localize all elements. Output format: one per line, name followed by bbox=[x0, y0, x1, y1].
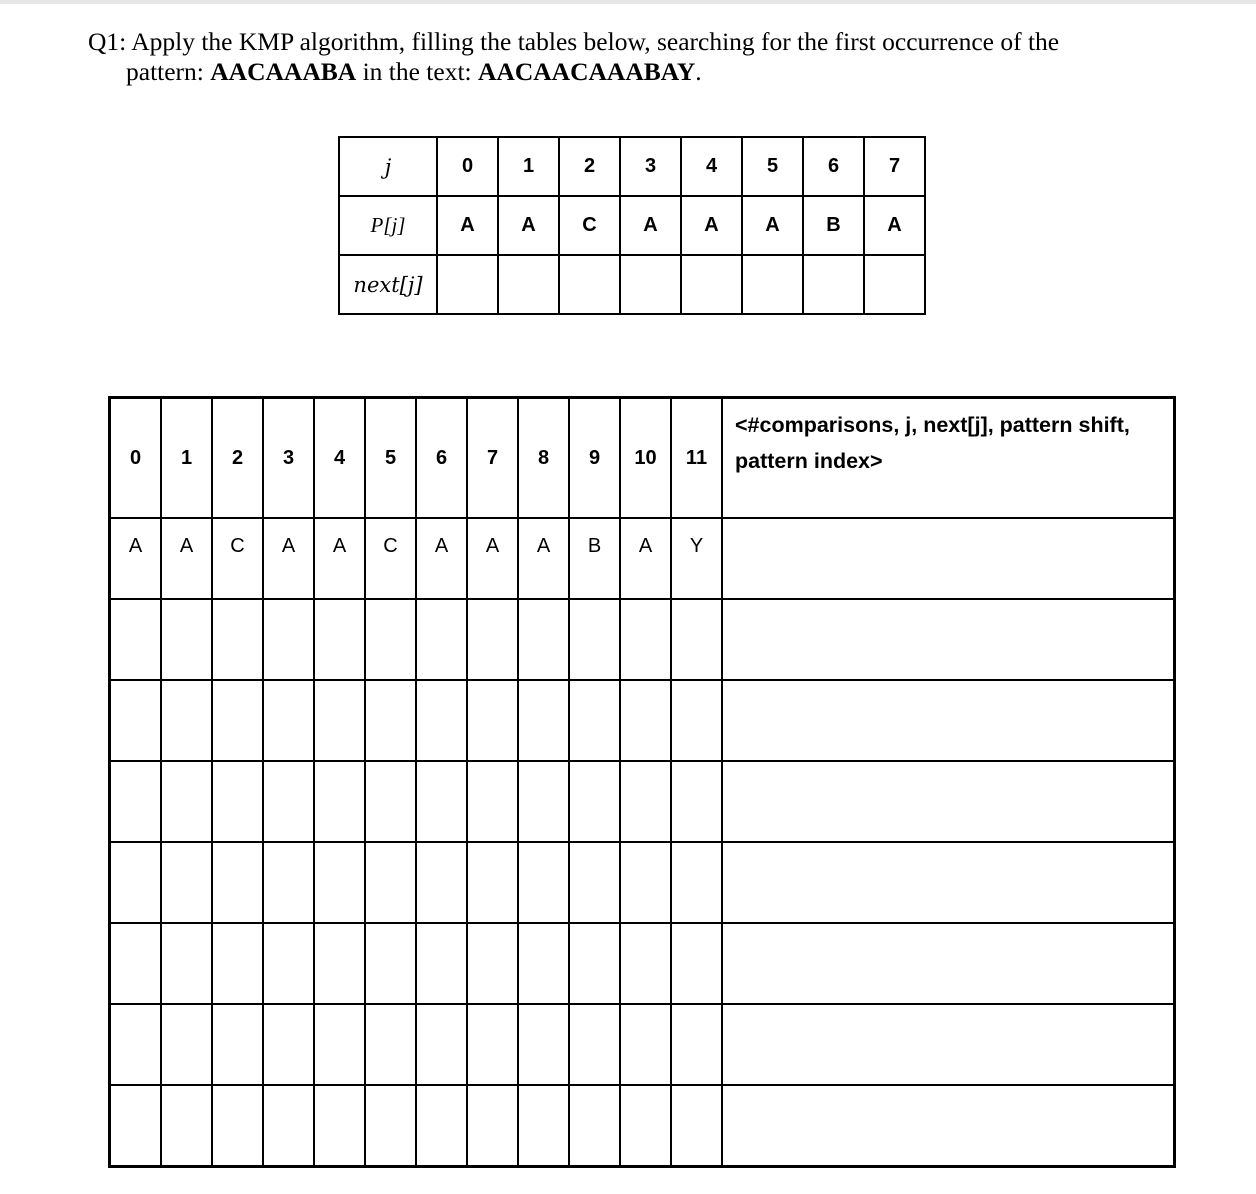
trace-cell[interactable] bbox=[161, 1004, 212, 1085]
pattern-index-cell: 2 bbox=[559, 137, 620, 196]
trace-cell[interactable] bbox=[671, 1004, 722, 1085]
text-char-cell: B bbox=[569, 518, 620, 599]
trace-cell[interactable] bbox=[569, 680, 620, 761]
trace-cell[interactable] bbox=[467, 599, 518, 680]
text-index-cell: 11 bbox=[671, 398, 722, 519]
next-cell[interactable] bbox=[437, 255, 498, 314]
trace-cell[interactable] bbox=[263, 761, 314, 842]
trace-table bbox=[108, 396, 1176, 1168]
text-label: in the text: bbox=[356, 57, 478, 86]
pattern-index-cell: 3 bbox=[620, 137, 681, 196]
question-prefix: Q1: Apply the KMP algorithm, filling the tables below, searching for the first occurrence of the bbox=[88, 27, 1060, 56]
trace-cell[interactable] bbox=[314, 842, 365, 923]
trace-cell[interactable] bbox=[416, 923, 467, 1004]
trace-cell[interactable] bbox=[212, 1004, 263, 1085]
trace-row bbox=[110, 761, 1175, 842]
trace-cell[interactable] bbox=[314, 761, 365, 842]
trace-cell[interactable] bbox=[569, 761, 620, 842]
text-index-cell: 9 bbox=[569, 398, 620, 519]
notes-cell[interactable] bbox=[722, 680, 1175, 761]
trace-cell[interactable] bbox=[110, 923, 162, 1004]
trace-row bbox=[110, 1004, 1175, 1085]
trace-cell[interactable] bbox=[467, 680, 518, 761]
trace-row bbox=[110, 680, 1175, 761]
trace-cell[interactable] bbox=[365, 1085, 416, 1167]
trace-cell[interactable] bbox=[467, 761, 518, 842]
trace-cell[interactable] bbox=[212, 842, 263, 923]
text-char-cell: A bbox=[518, 518, 569, 599]
pattern-char-cell: A bbox=[864, 196, 925, 255]
trace-cell[interactable] bbox=[212, 923, 263, 1004]
trace-cell[interactable] bbox=[314, 923, 365, 1004]
next-cell[interactable] bbox=[620, 255, 681, 314]
trace-cell[interactable] bbox=[416, 680, 467, 761]
text-index-row bbox=[110, 398, 1175, 519]
pattern-label: pattern: bbox=[126, 57, 211, 86]
trace-cell[interactable] bbox=[671, 842, 722, 923]
notes-cell[interactable] bbox=[722, 923, 1175, 1004]
trace-cell[interactable] bbox=[212, 680, 263, 761]
text-index-cell: 7 bbox=[467, 398, 518, 519]
text-index-cell: 6 bbox=[416, 398, 467, 519]
trace-cell[interactable] bbox=[365, 842, 416, 923]
trace-cell[interactable] bbox=[416, 1085, 467, 1167]
trace-cell[interactable] bbox=[365, 680, 416, 761]
trace-cell[interactable] bbox=[620, 599, 671, 680]
pattern-string: AACAAABA bbox=[210, 57, 357, 86]
j-label: j bbox=[339, 137, 437, 196]
trace-cell[interactable] bbox=[671, 1085, 722, 1167]
trace-cell[interactable] bbox=[212, 761, 263, 842]
trace-cell[interactable] bbox=[263, 680, 314, 761]
trace-cell[interactable] bbox=[467, 1004, 518, 1085]
trace-cell[interactable] bbox=[620, 761, 671, 842]
trace-cell[interactable] bbox=[416, 842, 467, 923]
next-row bbox=[339, 255, 925, 314]
next-label: next[j] bbox=[339, 255, 437, 314]
trace-cell[interactable] bbox=[212, 599, 263, 680]
trace-cell[interactable] bbox=[569, 842, 620, 923]
text-char-cell: A bbox=[416, 518, 467, 599]
trace-cell[interactable] bbox=[314, 680, 365, 761]
trace-cell[interactable] bbox=[416, 761, 467, 842]
trace-cell[interactable] bbox=[467, 923, 518, 1004]
trace-cell[interactable] bbox=[314, 599, 365, 680]
pattern-char-cell: A bbox=[742, 196, 803, 255]
text-char-cell: A bbox=[110, 518, 162, 599]
trace-cell[interactable] bbox=[620, 1004, 671, 1085]
trace-cell[interactable] bbox=[365, 761, 416, 842]
trace-cell[interactable] bbox=[671, 923, 722, 1004]
pattern-char-cell: A bbox=[498, 196, 559, 255]
trace-cell[interactable] bbox=[569, 599, 620, 680]
trace-row bbox=[110, 1085, 1175, 1167]
top-border bbox=[0, 0, 1256, 4]
trace-cell[interactable] bbox=[263, 1085, 314, 1167]
trace-cell[interactable] bbox=[161, 761, 212, 842]
text-index-cell: 5 bbox=[365, 398, 416, 519]
pattern-index-cell: 6 bbox=[803, 137, 864, 196]
text-index-cell: 10 bbox=[620, 398, 671, 519]
notes-cell[interactable] bbox=[722, 842, 1175, 923]
p-label: P[j] bbox=[339, 196, 437, 255]
trace-cell[interactable] bbox=[263, 923, 314, 1004]
trace-cell[interactable] bbox=[518, 1004, 569, 1085]
text-index-cell: 4 bbox=[314, 398, 365, 519]
pattern-char-cell: A bbox=[437, 196, 498, 255]
trace-cell[interactable] bbox=[467, 842, 518, 923]
trace-cell[interactable] bbox=[212, 1085, 263, 1167]
trace-row bbox=[110, 842, 1175, 923]
next-cell[interactable] bbox=[803, 255, 864, 314]
text-char-cell: A bbox=[467, 518, 518, 599]
trace-cell[interactable] bbox=[161, 680, 212, 761]
next-cell[interactable] bbox=[498, 255, 559, 314]
text-char-cell: A bbox=[263, 518, 314, 599]
trace-cell[interactable] bbox=[110, 761, 162, 842]
pattern-char-cell: B bbox=[803, 196, 864, 255]
pattern-index-cell: 5 bbox=[742, 137, 803, 196]
text-index-cell: 3 bbox=[263, 398, 314, 519]
text-char-cell: A bbox=[620, 518, 671, 599]
pattern-index-cell: 7 bbox=[864, 137, 925, 196]
trace-cell[interactable] bbox=[110, 842, 162, 923]
trace-cell[interactable] bbox=[110, 1004, 162, 1085]
trace-cell[interactable] bbox=[518, 761, 569, 842]
trace-cell[interactable] bbox=[620, 923, 671, 1004]
trace-row bbox=[110, 599, 1175, 680]
trace-cell[interactable] bbox=[620, 1085, 671, 1167]
pattern-char-cell: C bbox=[559, 196, 620, 255]
pattern-table bbox=[338, 136, 926, 315]
trace-cell[interactable] bbox=[365, 923, 416, 1004]
notes-cell[interactable] bbox=[722, 761, 1175, 842]
trace-cell[interactable] bbox=[110, 1085, 162, 1167]
trace-cell[interactable] bbox=[467, 1085, 518, 1167]
trace-cell[interactable] bbox=[671, 599, 722, 680]
text-index-cell: 0 bbox=[110, 398, 162, 519]
trace-cell[interactable] bbox=[518, 1085, 569, 1167]
trace-cell[interactable] bbox=[263, 599, 314, 680]
notes-cell[interactable] bbox=[722, 1085, 1175, 1167]
text-char-cell: A bbox=[161, 518, 212, 599]
pattern-char-row bbox=[339, 196, 925, 255]
text-char-cell: A bbox=[314, 518, 365, 599]
notes-cell[interactable] bbox=[722, 1004, 1175, 1085]
trace-cell[interactable] bbox=[365, 1004, 416, 1085]
trace-cell[interactable] bbox=[569, 1085, 620, 1167]
question-period: . bbox=[695, 57, 702, 86]
trace-cell[interactable] bbox=[314, 1004, 365, 1085]
notes-cell[interactable] bbox=[722, 599, 1175, 680]
trace-cell[interactable] bbox=[518, 599, 569, 680]
question-line-2 bbox=[88, 57, 1148, 87]
trace-cell[interactable] bbox=[518, 923, 569, 1004]
pattern-index-row bbox=[339, 137, 925, 196]
trace-cell[interactable] bbox=[161, 1085, 212, 1167]
pattern-index-cell: 0 bbox=[437, 137, 498, 196]
trace-cell[interactable] bbox=[365, 599, 416, 680]
trace-cell[interactable] bbox=[569, 923, 620, 1004]
next-cell[interactable] bbox=[559, 255, 620, 314]
trace-row bbox=[110, 923, 1175, 1004]
trace-cell[interactable] bbox=[416, 1004, 467, 1085]
trace-cell[interactable] bbox=[569, 1004, 620, 1085]
trace-cell[interactable] bbox=[620, 842, 671, 923]
trace-cell[interactable] bbox=[671, 680, 722, 761]
trace-cell[interactable] bbox=[161, 599, 212, 680]
trace-cell[interactable] bbox=[620, 680, 671, 761]
pattern-index-cell: 4 bbox=[681, 137, 742, 196]
text-char-row bbox=[110, 518, 1175, 599]
trace-cell[interactable] bbox=[161, 842, 212, 923]
next-cell[interactable] bbox=[864, 255, 925, 314]
trace-cell[interactable] bbox=[263, 1004, 314, 1085]
next-cell[interactable] bbox=[742, 255, 803, 314]
trace-cell[interactable] bbox=[161, 923, 212, 1004]
question-text bbox=[88, 27, 1148, 87]
pattern-index-cell: 1 bbox=[498, 137, 559, 196]
trace-cell[interactable] bbox=[416, 599, 467, 680]
notes-header: <#comparisons, j, next[j], pattern shift, pattern index> bbox=[722, 398, 1175, 519]
text-char-cell: C bbox=[365, 518, 416, 599]
pattern-char-cell: A bbox=[620, 196, 681, 255]
text-index-cell: 1 bbox=[161, 398, 212, 519]
text-string: AACAACAAABAY bbox=[478, 57, 696, 86]
next-cell[interactable] bbox=[681, 255, 742, 314]
text-index-cell: 8 bbox=[518, 398, 569, 519]
trace-cell[interactable] bbox=[671, 761, 722, 842]
text-char-cell: C bbox=[212, 518, 263, 599]
text-index-cell: 2 bbox=[212, 398, 263, 519]
trace-cell[interactable] bbox=[110, 680, 162, 761]
trace-cell[interactable] bbox=[110, 599, 162, 680]
pattern-char-cell: A bbox=[681, 196, 742, 255]
trace-cell[interactable] bbox=[263, 842, 314, 923]
trace-cell[interactable] bbox=[518, 680, 569, 761]
trace-cell[interactable] bbox=[314, 1085, 365, 1167]
trace-cell[interactable] bbox=[518, 842, 569, 923]
text-char-cell: Y bbox=[671, 518, 722, 599]
notes-cell[interactable] bbox=[722, 518, 1175, 599]
